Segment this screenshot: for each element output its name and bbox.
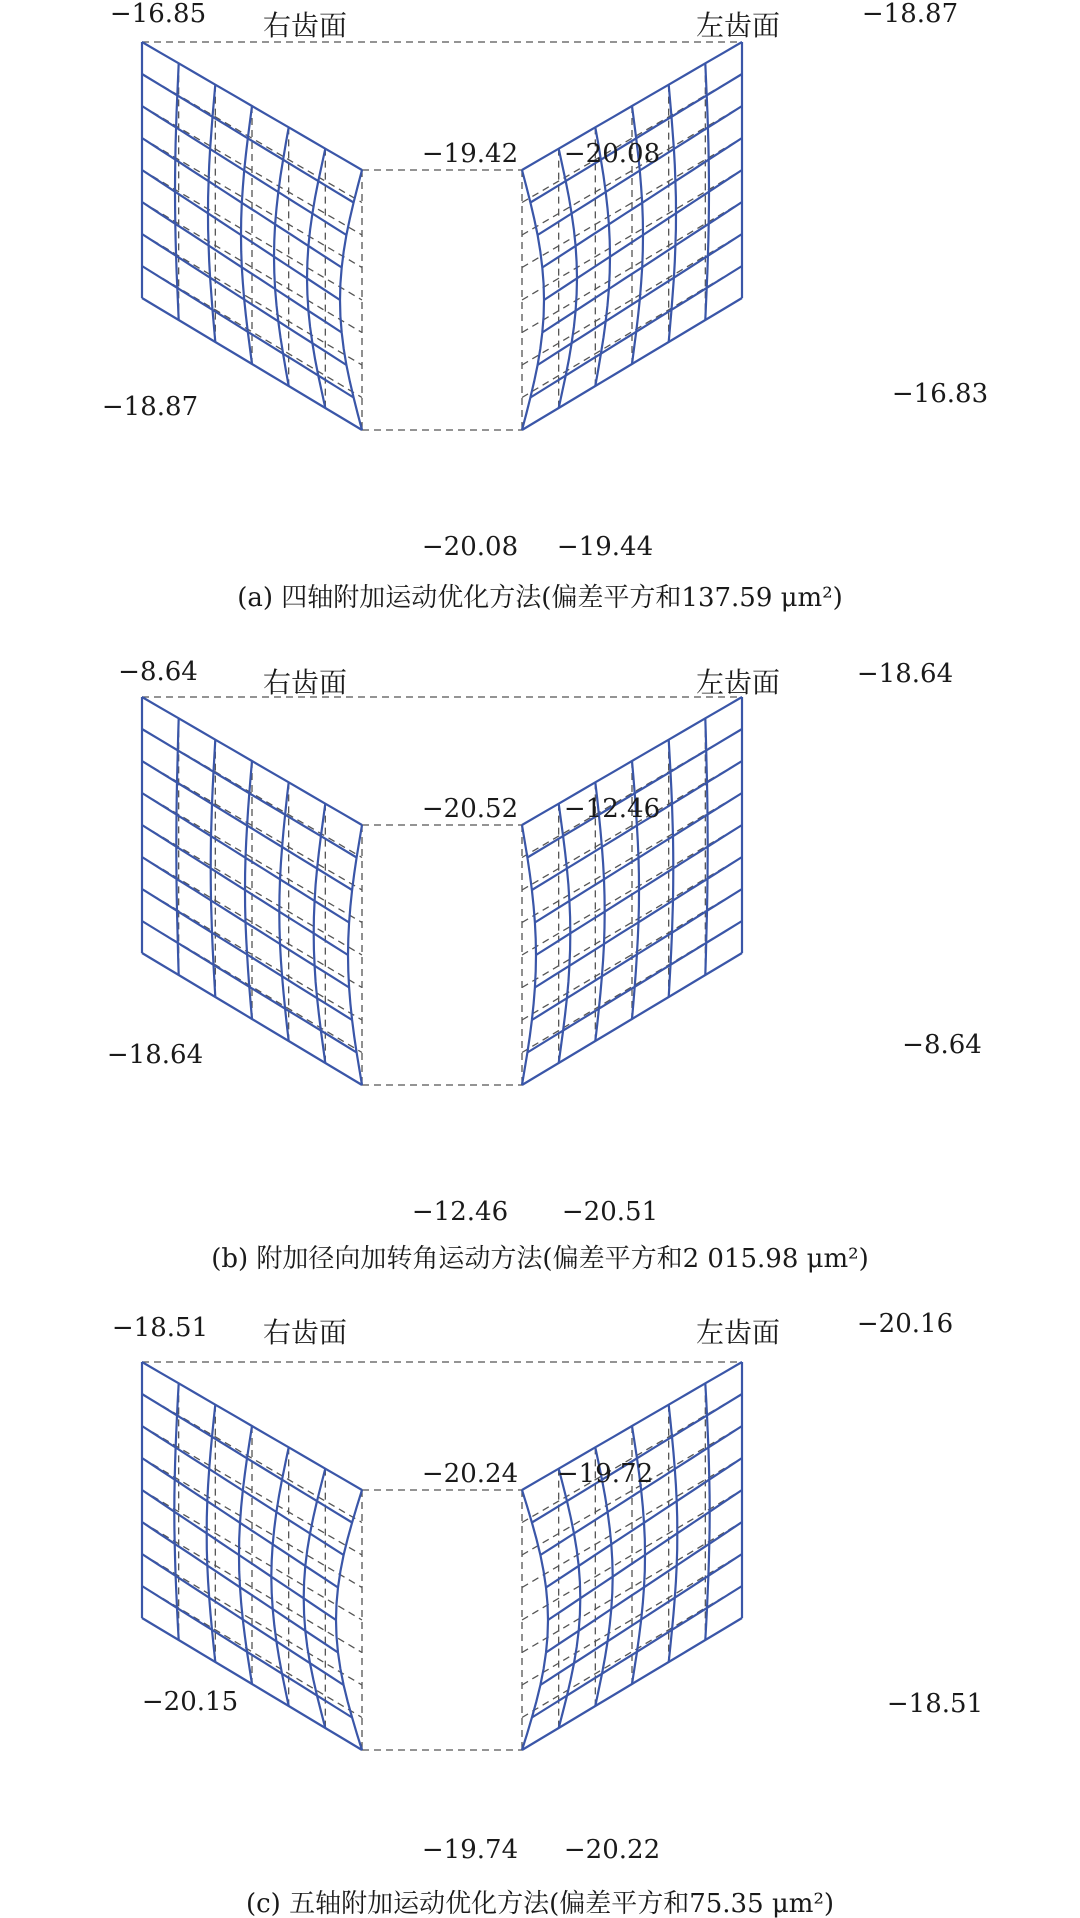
deviation-surface-line <box>530 266 742 398</box>
right-flank-top-right-value: −20.52 <box>421 794 519 824</box>
left-flank-bottom-left-value: −20.51 <box>561 1197 659 1227</box>
deviation-surface-line <box>538 106 742 235</box>
left-flank-title: 左齿面 <box>695 9 781 42</box>
panel-b <box>107 657 982 1274</box>
deviation-surface-line <box>532 761 742 890</box>
right-flank-title: 右齿面 <box>262 9 348 42</box>
right-flank-bottom-left-value: −20.15 <box>141 1687 239 1717</box>
deviation-surface-line <box>532 889 742 1020</box>
right-flank-bottom-left-value: −18.64 <box>106 1040 204 1070</box>
left-flank-top-left-value: −20.08 <box>563 139 661 169</box>
left-flank-bottom-right-value: −8.64 <box>902 1030 982 1060</box>
deviation-surface-line <box>142 729 357 858</box>
left-flank-top-right-value: −18.64 <box>856 659 954 689</box>
deviation-surface-line <box>142 697 362 825</box>
panel-caption: (c) 五轴附加运动优化方法(偏差平方和75.35 μm²) <box>245 1889 835 1918</box>
right-flank-title: 右齿面 <box>262 666 348 699</box>
deviation-surface-line <box>142 889 352 1020</box>
right-flank-bottom-left-value: −18.87 <box>101 392 199 422</box>
panel-caption: (a) 四轴附加运动优化方法(偏差平方和137.59 μm²) <box>237 583 843 613</box>
left-flank-title: 左齿面 <box>695 666 781 699</box>
right-flank-top-left-value: −18.51 <box>111 1313 209 1343</box>
deviation-surface-line <box>142 74 354 203</box>
right-flank-top-left-value: −8.64 <box>118 657 198 687</box>
deviation-surface-line <box>142 761 352 890</box>
deviation-surface-line <box>540 1426 742 1555</box>
left-flank-top-right-value: −18.87 <box>861 0 959 29</box>
deviation-surface-line <box>142 1618 362 1750</box>
deviation-surface-line <box>274 127 289 386</box>
right-flank-top-right-value: −20.24 <box>421 1459 519 1489</box>
left-flank-top-left-value: −19.72 <box>556 1459 654 1489</box>
deviation-surface-line <box>540 1554 742 1685</box>
deviation-surface-line <box>522 298 742 430</box>
deviation-surface-line <box>271 1447 288 1706</box>
deviation-surface-line <box>522 953 742 1085</box>
left-flank-bottom-left-value: −20.22 <box>563 1835 661 1865</box>
deviation-surface-line <box>142 106 346 235</box>
left-flank-bottom-right-value: −16.83 <box>891 379 989 409</box>
left-flank-title: 左齿面 <box>695 1316 781 1349</box>
deviation-surface-line <box>142 266 354 398</box>
left-flank-bottom-right-value: −18.51 <box>886 1689 984 1719</box>
left-flank-top-right-value: −20.16 <box>856 1309 954 1339</box>
right-flank-title: 右齿面 <box>262 1316 348 1349</box>
deviation-surface-line <box>538 234 742 365</box>
panel-a <box>102 0 988 613</box>
deviation-surface-line <box>532 1586 742 1718</box>
right-flank-bottom-right-value: −19.74 <box>421 1835 519 1865</box>
deviation-surface-line <box>142 234 346 365</box>
panel-caption: (b) 附加径向加转角运动方法(偏差平方和2 015.98 μm²) <box>211 1244 869 1274</box>
left-flank-top-left-value: −12.46 <box>563 794 661 824</box>
right-flank-bottom-right-value: −12.46 <box>411 1197 509 1227</box>
deviation-surface-line <box>142 1554 344 1685</box>
deviation-surface-line <box>522 1618 742 1750</box>
panel-c <box>112 1309 983 1918</box>
right-flank-top-left-value: −16.85 <box>109 0 207 29</box>
right-flank-top-right-value: −19.42 <box>421 139 519 169</box>
deviation-surface-line <box>142 1426 344 1555</box>
right-flank-bottom-right-value: −20.08 <box>421 532 519 562</box>
left-flank-bottom-left-value: −19.44 <box>556 532 654 562</box>
